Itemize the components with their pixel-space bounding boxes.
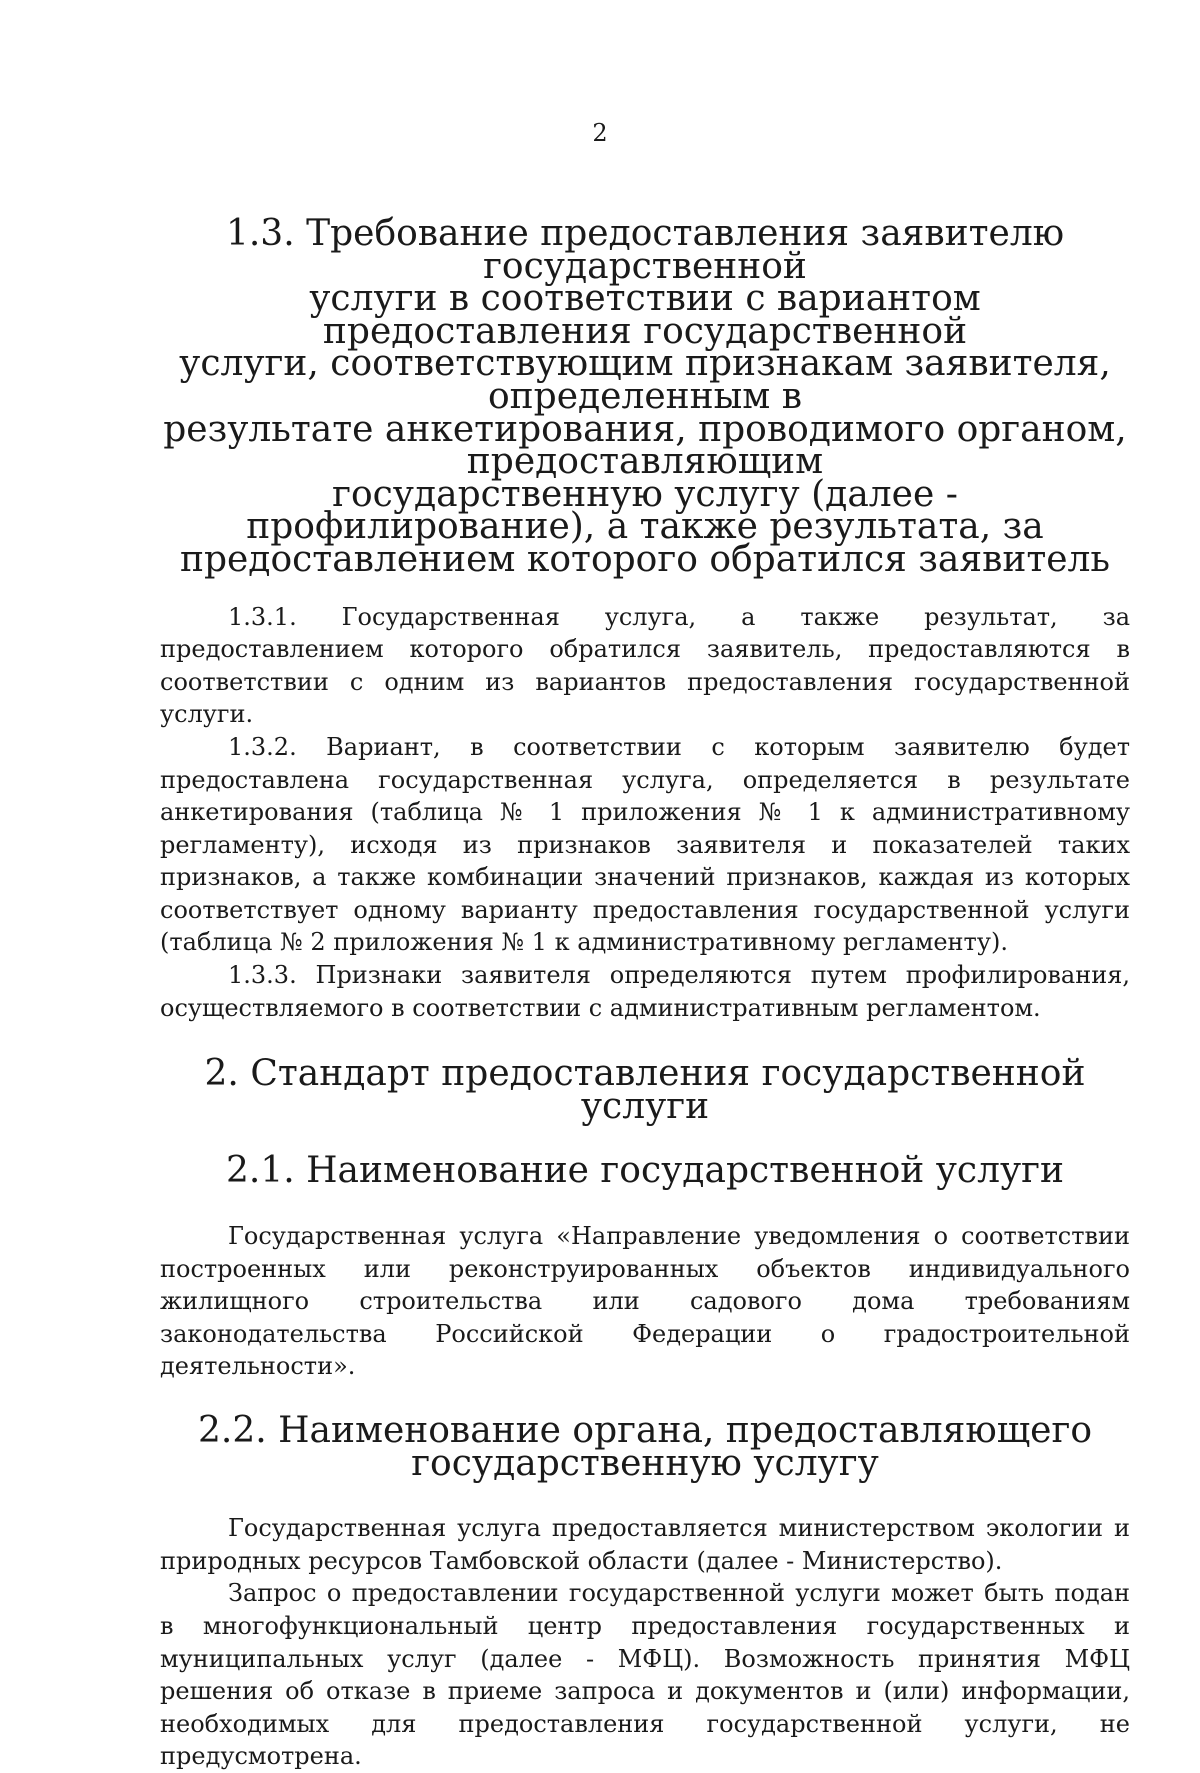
paragraph-2-2-1: Государственная услуга предоставляется министерством экологии и природных ресурсов Тамбовской области (далее - Министерство).	[160, 1514, 1130, 1575]
heading-line: государственную услугу	[411, 1442, 879, 1484]
page-number: 2	[592, 119, 608, 147]
section-1-3-heading	[160, 213, 1130, 580]
paragraph-1-3-2: 1.3.2. Вариант, в соответствии с которым заявителю будет предоставлена государственная услуга, определяется в результате анкетирования (таблица № 1 приложения № 1 к административному регламенту), исходя из признаков заявителя и показателей таких признаков, а также комбинации значений признаков, каждая из которых соответствует одному варианту предоставления государственной услуги (таблица № 2 приложения № 1 к административному регламенту).	[160, 732, 1130, 957]
heading-line: услуги в соответствии с вариантом предоставления государственной	[309, 278, 981, 352]
paragraph-2-2-2: Запрос о предоставлении государственной услуги может быть подан в многофункциональный центр предоставления государственных и муниципальных услуг (далее - МФЦ). Возможность принятия МФЦ решения об отказе в приеме запроса и документов и (или) информации, необходимых для предоставления государственной услуги, не предусмотрена.	[160, 1579, 1130, 1771]
heading-line: результате анкетирования, проводимого органом, предоставляющим	[163, 408, 1127, 483]
heading-line: 2.2. Наименование органа, предоставляющего	[197, 1410, 1093, 1451]
heading-line: 2. Стандарт предоставления государственной услуги	[204, 1053, 1086, 1127]
document-body	[160, 213, 1130, 1773]
heading-line: 1.3. Требование предоставления заявителю государственной	[225, 213, 1065, 287]
section-2-2-heading	[160, 1410, 1130, 1484]
heading-line: 2.1. Наименование государственной услуги	[226, 1150, 1064, 1192]
heading-line: государственную услугу (далее - профилирование), а также результата, за	[246, 473, 1044, 548]
paragraph-2-1: Государственная услуга «Направление уведомления о соответствии построенных или реконструированных объектов индивидуального жилищного строительства или садового дома требованиям законодательства Российской Федерации о градостроительной деятельности».	[160, 1222, 1130, 1381]
section-2-1-heading	[160, 1150, 1130, 1192]
section-2-heading	[160, 1053, 1130, 1127]
paragraph-1-3-3: 1.3.3. Признаки заявителя определяются путем профилирования, осуществляемого в соответствии с административным регламентом.	[160, 961, 1130, 1022]
heading-line: предоставлением которого обратился заявитель	[179, 538, 1111, 580]
paragraph-1-3-1: 1.3.1. Государственная услуга, а также результат, за предоставлением которого обратился заявитель, предоставляются в соответствии с одним из вариантов предоставления государственной услуги.	[160, 602, 1130, 729]
heading-line: услуги, соответствующим признакам заявителя, определенным в	[179, 343, 1111, 417]
